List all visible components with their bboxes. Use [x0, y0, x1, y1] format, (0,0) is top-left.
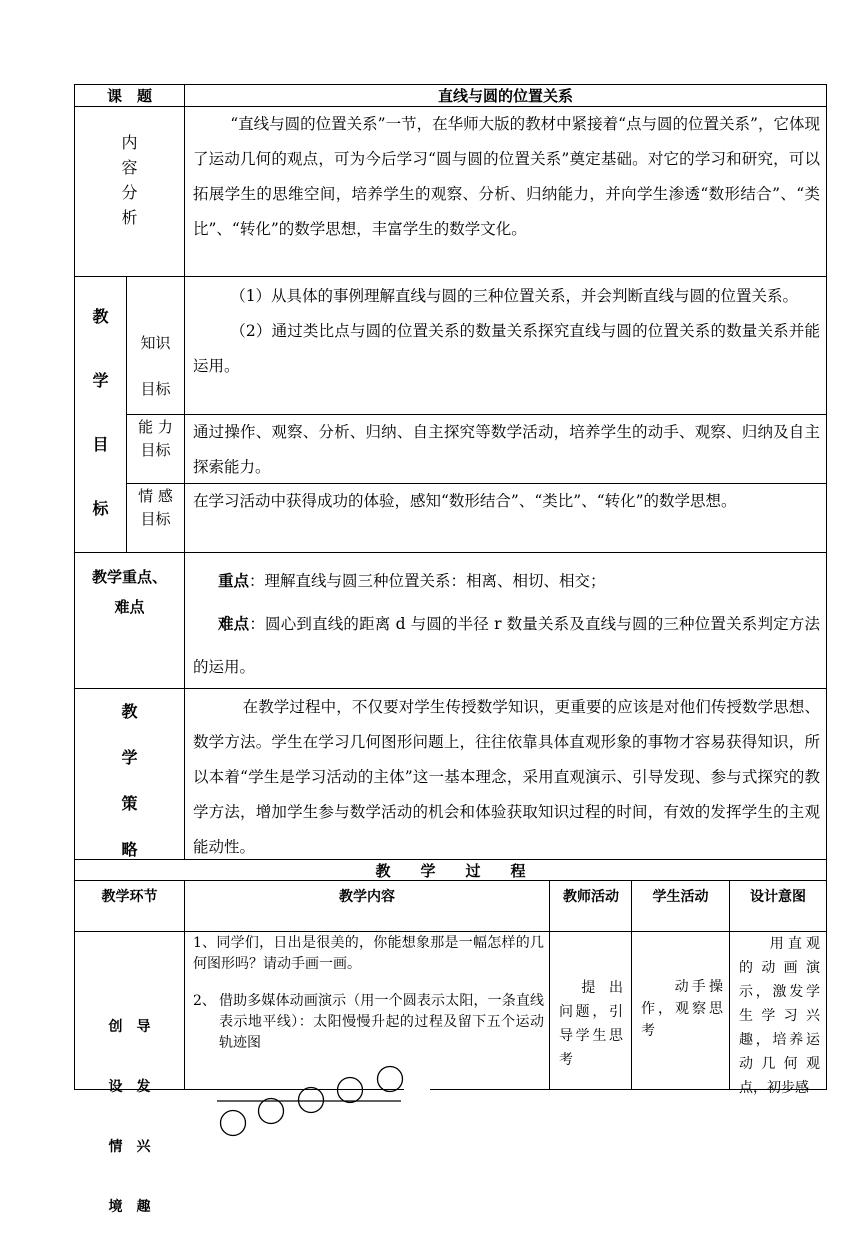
content-item-2: [193, 991, 544, 1054]
label-char: 策: [121, 794, 138, 813]
content-cell: [185, 933, 549, 1054]
student-activity: 动手操作，观察思考: [641, 979, 723, 1039]
focus-label: 重点: [218, 572, 250, 590]
focus-line: [193, 560, 820, 603]
column-divider: [631, 880, 632, 1090]
label-line: 情 兴: [108, 1139, 151, 1155]
label-char: 略: [121, 840, 138, 859]
label-line: 能 力: [138, 418, 173, 436]
label-char: 容: [121, 158, 138, 177]
ability-objective-text: 通过操作、观察、分析、归纳、自主探究等数学活动，培养学生的动手、观察、归纳及自主探索能力。: [193, 423, 820, 476]
row-divider: [74, 276, 827, 277]
objectives-label: [75, 285, 126, 541]
header-teacher: 教师活动: [563, 889, 619, 905]
label-line: 目标: [140, 380, 171, 398]
stage-label: [75, 977, 184, 1257]
header-content: 教学内容: [339, 889, 395, 905]
topic-label: 课 题: [106, 87, 152, 105]
label-line: 目标: [140, 510, 171, 528]
focus-text: ：理解直线与圆三种位置关系：相离、相切、相交；: [249, 572, 606, 590]
label-char: 教: [92, 307, 109, 326]
header-stage: 教学环节: [101, 889, 158, 905]
difficulty-line: [193, 603, 820, 689]
difficulty-label: 难点: [218, 615, 250, 633]
sunrise-trajectory-figure: [205, 1060, 420, 1142]
emotion-objective-label: [127, 485, 184, 531]
knowledge-objective-label: [127, 320, 184, 412]
table-border-right: [826, 84, 827, 1090]
row-divider: [74, 931, 827, 932]
sun-circle: [299, 1088, 324, 1113]
sun-circle: [221, 1111, 246, 1136]
content-item-2-text: 借助多媒体动画演示（用一个圆表示太阳，一条直线表示地平线）：太阳慢慢升起的过程及留下五个运动轨迹图: [219, 993, 544, 1051]
label-line: 目标: [140, 441, 171, 459]
column-divider: [729, 880, 730, 1090]
knowledge-item-2: （2）通过类比点与圆的位置关系的数量关系探究直线与圆的位置关系的数量关系并能运用。: [193, 322, 820, 375]
label-line: 情 感: [138, 487, 173, 505]
difficulty-text: ：圆心到直线的距离 d 与圆的半径 r 数量关系及直线与圆的三种位置关系判定方法的运用。: [193, 615, 820, 676]
key-points-text: [185, 560, 826, 689]
label-char: 学: [92, 371, 109, 390]
header-intent: 设计意图: [750, 889, 806, 905]
label-line: 教学重点、: [91, 568, 167, 586]
ability-objective-label: [127, 416, 184, 462]
label-char: 分: [121, 183, 138, 202]
process-title: 教 学 过 程: [375, 861, 526, 880]
knowledge-objective-text: [185, 279, 826, 384]
content-item-1: 1、同学们，日出是很美的，你能想象那是一幅怎样的几何图形吗？请动手画一画。: [193, 935, 544, 972]
topic-value: 直线与圆的位置关系: [437, 87, 573, 105]
label-line: 设 发: [108, 1079, 151, 1095]
sun-circle: [378, 1067, 403, 1092]
teacher-activity: 提出问题，引导学生思考: [559, 980, 623, 1068]
strategy-text: 在教学过程中，不仅要对学生传授数学知识，更重要的应该是对他们传授数学思想、数学方法。学生在学习几何图形问题上，往往依靠具体直观形象的事物才容易获得知识，所以本着“学生是学习活动的主体”这一基本理念，采用直观演示、引导发现、参与式探究的教学方法，增加学生参与数学活动的机会和体验获取知识过程的时间，有效的发挥学生的主观能动性。: [193, 698, 820, 856]
label-char: 标: [92, 499, 109, 518]
header-student: 学生活动: [652, 889, 709, 905]
row-divider: [74, 552, 827, 553]
content-item-2-number: 2、: [193, 993, 216, 1009]
strategy-label: [75, 689, 184, 873]
label-char: 析: [121, 208, 138, 227]
sun-circle: [338, 1078, 363, 1103]
design-intent: 用直观的动画演示，激发学生学习兴趣，培养运动几何观点，初步感: [739, 936, 820, 1096]
label-char: 内: [121, 133, 138, 152]
key-points-label: [75, 562, 184, 622]
sun-circle: [259, 1099, 284, 1124]
emotion-objective-text: 在学习活动中获得成功的体验，感知“数形结合”、“类比”、“转化”的数学思想。: [193, 492, 737, 510]
label-char: 目: [92, 435, 109, 454]
content-analysis-text: “直线与圆的位置关系”一节，在华师大版的教材中紧接着“点与圆的位置关系”，它体现了运动几何的观点，可为今后学习“圆与圆的位置关系”奠定基础。对它的学习和研究，可以拓展学生的思维空间，培养学生的观察、分析、归纳能力，并向学生渗透“数形结合”、“类比”、“转化”的数学思想，丰富学生的数学文化。: [193, 115, 820, 238]
label-line: 知识: [140, 334, 171, 352]
label-line: 难点: [114, 598, 145, 616]
label-char: 教: [121, 702, 138, 721]
label-line: 境 趣: [108, 1199, 151, 1215]
content-analysis-label: [75, 130, 184, 230]
label-char: 学: [121, 748, 138, 767]
column-divider: [549, 880, 550, 1090]
knowledge-item-1: （1）从具体的事例理解直线与圆的三种位置关系，并会判断直线与圆的位置关系。: [230, 287, 799, 305]
label-line: 创 导: [108, 1019, 151, 1035]
